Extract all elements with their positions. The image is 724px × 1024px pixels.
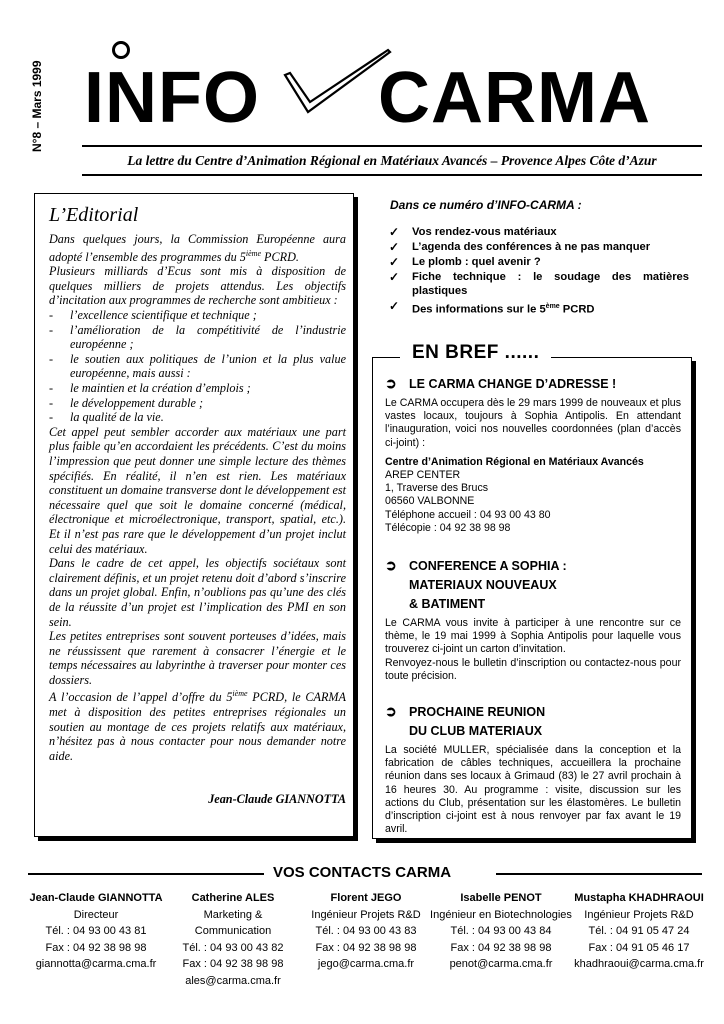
contact-role: Directeur xyxy=(73,908,119,921)
editorial-paragraph: Cet appel peut sembler accorder aux matériaux une part plus faible qu’en accordaient les précédents. C’est du moins l’impression que peut donner une simple lecture des thèmes spécifiés. En réalité, il n’en est rien. Les matériaux constituent un domaine transverse dont le développement est nécessaire quel que soit le domaine concerné (médical, électronique et microélectronique, transport, spatial, etc.). Et il n’est pas rare que le développement d’un projet inclut celui des matériaux. xyxy=(49,424,346,556)
editorial-bullet: - le maintien et la création d’emplois ; xyxy=(49,381,251,395)
address-line: Télécopie : 04 92 38 98 98 xyxy=(385,521,511,534)
contact-email[interactable]: giannotta@carma.cma.fr xyxy=(35,958,157,970)
address-line: AREP CENTER xyxy=(385,469,461,482)
issue-number: N°8 – Mars 1999 xyxy=(30,60,44,152)
check-icon: ✓ xyxy=(389,225,400,239)
editorial-box xyxy=(34,193,354,837)
toc-item: ✓ Des informations sur le 5ème PCRD xyxy=(389,298,595,316)
contact-role: Ingénieur en Biotechnologies xyxy=(430,908,572,921)
section-body: La société MULLER, spécialisée dans la conception et la fabrication de câbles techniques, accueillera la prochaine réunion dans ses locaux à Grimaud (83) le 27 avril prochain à 16 heures 30. Au programme : visite, discussion sur les actions du Club, présentation sur les élastomères. Le bulletin d’inscription ci-joint est à nous renvoyer par fax avant le 19 avril. xyxy=(385,744,681,836)
masthead-rule-top xyxy=(82,145,702,147)
toc-item: ✓ Vos rendez-vous matériaux xyxy=(389,225,557,239)
contact-card xyxy=(164,890,302,989)
contact-tel: Tél. : 04 93 00 43 81 xyxy=(45,925,147,937)
contact-tel: Tél. : 04 91 05 47 24 xyxy=(588,925,690,937)
contact-name: Jean-Claude GIANNOTTA xyxy=(29,892,163,904)
contact-card xyxy=(572,890,706,973)
contact-name: Mustapha KHADHRAOUI xyxy=(574,892,704,904)
section-body: Renvoyez-nous le bulletin d’inscription ou contactez-nous pour toute précision. xyxy=(385,656,681,682)
editorial-bullet: - la qualité de la vie. xyxy=(49,410,164,425)
editorial-paragraph: Dans le cadre de cet appel, les objectifs sociétaux sont clairement définis, et un projet retenu doit d’abord s’inscrire dans un projet global. Enfin, n’oublions pas qu’une des clés de la réussite d’un projet est l’implication des PMI en son sein. xyxy=(49,556,346,629)
section-heading: ➲ CONFERENCE A SOPHIA : xyxy=(385,557,567,573)
section-heading: ➲ LE CARMA CHANGE D’ADRESSE ! xyxy=(385,375,617,391)
section-heading: ➲ PROCHAINE REUNION xyxy=(385,703,546,719)
editorial-title: L’Editorial xyxy=(49,204,139,226)
contact-name: Isabelle PENOT xyxy=(460,892,542,904)
toc-item: ✓ Fiche technique : le soudage des matières plastiques xyxy=(389,270,689,297)
editorial-bullet: - l’excellence scientifique et technique ; xyxy=(49,308,257,323)
masthead-title-info: INFO xyxy=(84,58,260,138)
contact-card xyxy=(302,890,430,973)
contact-email[interactable]: penot@carma.cma.fr xyxy=(449,958,553,970)
editorial-bullet: - le soutien aux politiques de l’union et la plus value européenne, mais aussi : xyxy=(49,351,346,381)
arrow-icon: ➲ xyxy=(385,557,397,573)
address-line: 1, Traverse des Brucs xyxy=(385,482,489,495)
arrow-icon: ➲ xyxy=(385,375,397,391)
contact-fax: Fax : 04 92 38 98 98 xyxy=(45,941,147,954)
editorial-bullet: - le développement durable ; xyxy=(49,395,203,410)
contact-card xyxy=(28,890,164,973)
contacts-title: VOS CONTACTS CARMA xyxy=(272,864,452,881)
check-icon: ✓ xyxy=(389,298,400,313)
masthead-rule-bottom xyxy=(82,174,702,176)
editorial-paragraph: Les petites entreprises sont souvent porteuses d’idées, mais ne réussissent que rarement à consacrer l’énergie et le temps nécessaires au labyrinthe à traverser pour monter ces dossiers. xyxy=(49,629,346,687)
contact-role: Ingénieur Projets R&D xyxy=(311,908,421,921)
bref-section-club xyxy=(385,702,681,836)
check-icon: ✓ xyxy=(389,255,400,269)
logo-check-mark xyxy=(285,50,390,112)
bref-section-conference xyxy=(385,556,681,683)
contact-tel: Tél. : 04 93 00 43 83 xyxy=(315,925,417,937)
address-org: Centre d’Animation Régional en Matériaux Avancés xyxy=(385,455,644,468)
logo-circle xyxy=(114,43,129,58)
en-bref-box xyxy=(372,357,692,839)
contact-fax: Fax : 04 92 38 98 98 xyxy=(315,941,417,954)
toc-item: ✓ L’agenda des conférences à ne pas manquer xyxy=(389,240,651,254)
editorial-paragraph: A l’occasion de l’appel d’offre du 5ième PCRD, le CARMA met à disposition des petites entreprises régionales un soutien au montage de ces projets relatifs aux matériaux, n’hésitez pas à nous contacter pour nous demander notre aide. xyxy=(49,689,347,763)
check-icon: ✓ xyxy=(389,270,400,284)
toc-heading: Dans ce numéro d’INFO-CARMA : xyxy=(390,198,582,212)
contact-role: Ingénieur Projets R&D xyxy=(584,908,694,921)
address-line: Téléphone accueil : 04 93 00 43 80 xyxy=(385,508,551,521)
masthead-title-carma: CARMA xyxy=(378,58,651,138)
toc-item: ✓ Le plomb : quel avenir ? xyxy=(389,255,541,269)
section-heading: & BATIMENT xyxy=(409,597,486,611)
contact-name: Florent JEGO xyxy=(330,892,402,904)
contact-fax: Fax : 04 92 38 98 98 xyxy=(182,958,284,970)
editorial-body xyxy=(49,232,346,764)
contact-tel: Tél. : 04 93 00 43 84 xyxy=(450,925,552,937)
contact-name: Catherine ALES xyxy=(191,892,275,904)
bref-section-address xyxy=(385,374,681,535)
section-body: Le CARMA occupera dès le 29 mars 1999 de nouveaux et plus vastes locaux, toujours à Sophia Antipolis. En attendant l’inauguration, voici nos nouvelles coordonnées (plan d’accès ci-joint) : xyxy=(385,397,681,449)
editorial-paragraph: Dans quelques jours, la Commission Européenne aura adopté l’ensemble des programmes du 5ième PCRD. xyxy=(49,232,346,264)
editorial-bullet: - l’amélioration de la compétitivité de l’industrie européenne ; xyxy=(49,322,346,352)
editorial-signature: Jean-Claude GIANNOTTA xyxy=(208,792,346,806)
contact-email[interactable]: ales@carma.cma.fr xyxy=(185,974,281,987)
editorial-paragraph: Plusieurs milliards d’Ecus sont mis à disposition de quelques milliers de projets attendus. Les objectifs d’incitation aux programmes de recherche sont ambitieux : xyxy=(49,264,346,308)
contact-tel: Tél. : 04 93 00 43 82 xyxy=(182,941,284,954)
section-body: Le CARMA vous invite à participer à une rencontre sur ce thème, le 19 mai 1999 à Sophia Antipolis pour laquelle vous trouverez ci-joint un carton d’invitation. xyxy=(385,617,681,656)
contact-email[interactable]: jego@carma.cma.fr xyxy=(317,958,415,970)
contact-fax: Fax : 04 91 05 46 17 xyxy=(588,941,690,954)
contact-fax: Fax : 04 92 38 98 98 xyxy=(450,941,552,954)
section-heading: MATERIAUX NOUVEAUX xyxy=(409,578,557,592)
address-line: 06560 VALBONNE xyxy=(385,495,475,508)
contact-card xyxy=(430,890,572,973)
arrow-icon: ➲ xyxy=(385,703,397,719)
en-bref-title: EN BREF ...... xyxy=(400,342,551,364)
check-icon: ✓ xyxy=(389,240,400,254)
tagline: La lettre du Centre d’Animation Régional en Matériaux Avancés – Provence Alpes Côte d’Azur xyxy=(127,153,657,168)
section-heading: DU CLUB MATERIAUX xyxy=(409,724,543,738)
contact-email[interactable]: khadhraoui@carma.cma.fr xyxy=(574,958,704,970)
contact-role: Marketing & Communication xyxy=(194,908,272,937)
toc-list xyxy=(389,226,689,318)
